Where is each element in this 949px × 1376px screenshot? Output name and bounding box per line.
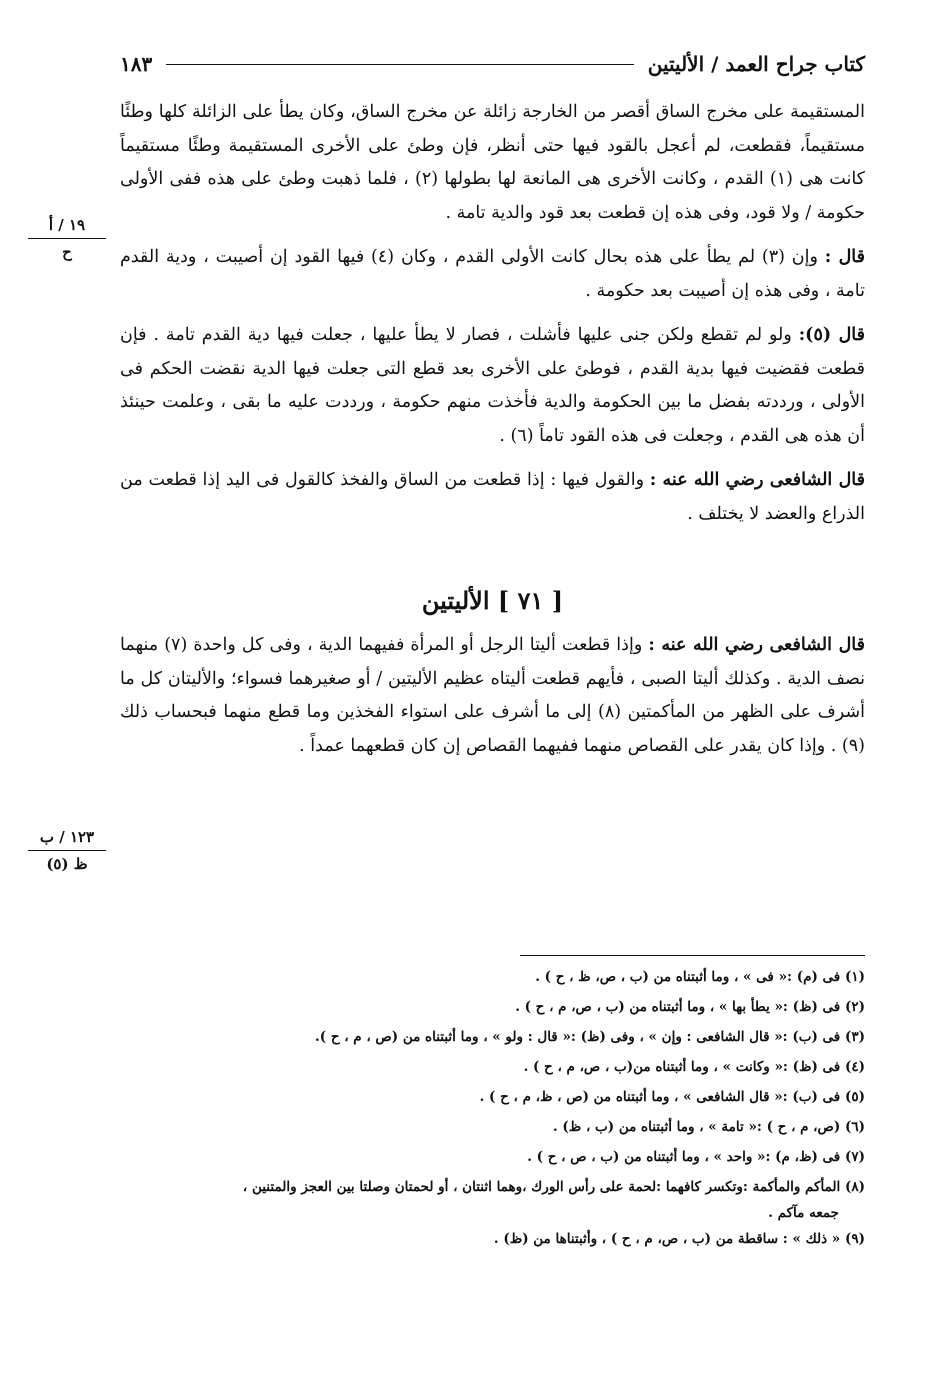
running-title: كتاب جراح العمد / الأليتين	[647, 52, 865, 76]
header-rule	[166, 64, 634, 65]
paragraph-lead: قال (٥):	[798, 325, 865, 345]
footnote-9: (٩) « ذلك » : ساقطة من (ب ، ص، م ، ح ) ، وأثبتناها من (ظ) .	[493, 1231, 865, 1247]
footnote-rule	[520, 955, 865, 956]
paragraph-shafii-1	[120, 464, 865, 531]
paragraph-lead: قال الشافعى رضي الله عنه :	[649, 470, 865, 490]
margin-note-2-bottom: ظ (٥)	[46, 855, 88, 873]
footnote-5: (٥) فى (ب) :« قال الشافعى » ، وما أثبتناه من (ص ، ظ، م ، ح ) .	[479, 1089, 865, 1105]
margin-note-1-bottom: ح	[62, 243, 72, 261]
paragraph-section	[120, 629, 865, 763]
footnote-8-continued: جمعه مآكم .	[768, 1205, 839, 1221]
section-heading: [ ٧١ ] الأليتين	[421, 586, 564, 615]
margin-note-2	[28, 826, 106, 875]
paragraph-qala-1	[120, 241, 865, 308]
footnote-8: (٨) المأكم والمأكمة :وتكسر كافهما :لحمة على رأس الورك ،وهما اثنتان ، أو لحمتان وصلتا بين العجز والمتنين ،	[242, 1179, 865, 1195]
footnotes	[120, 962, 865, 1254]
footnote-3: (٣) فى (ب) :« قال الشافعى : وإن » ، وفى (ظ) :« قال : ولو » ، وما أثبتناه من (ص ، م ، ح ).	[315, 1029, 865, 1045]
paragraph-text: ولو لم تقطع ولكن جنى عليها فأشلت ، فصار لا يطأ عليها ، جعلت فيها دية القدم تامة . فإن قطعت فقضيت فيها بدية القدم ، فوطئ على الأخرى بعد قطع التى جعلت فيها الدية نقضت الحكم فى الأولى ، ورددته بفضل ما بين الحكومة والدية فأخذت منهم حكومة ، ورددت عليه ما بقى ، وعلمت حينئذ أن هذه هى القدم ، وجعلت فى هذه القود تاماً (٦) .	[120, 325, 865, 446]
footnote-4: (٤) فى (ظ) :« وكانت » ، وما أثبتناه من(ب ، ص، م ، ح ) .	[523, 1059, 865, 1075]
margin-note-2-top: ١٢٣ / ب	[28, 826, 106, 851]
paragraph-text: وإذا قطعت أليتا الرجل أو المرأة ففيهما الدية ، وفى كل واحدة (٧) منهما نصف الدية . وكذلك أليتا الصبى ، فأيهم قطعت أليتاه عظيم الأليتين / أو صغيرهما فسواء؛ والأليتان كل ما أشرف على الظهر من المأكمتين (٨) إلى ما أشرف على استواء الفخذين وما قطع منهما فبحساب ذلك (٩) . وإذا كان يقدر على القصاص منهما ففيهما القصاص إن كان قطعهما عمداً .	[120, 635, 865, 756]
footnote-1: (١) فى (م) :« فى » ، وما أثبتناه من (ب ، ص، ظ ، ح ) .	[535, 969, 865, 985]
page-number: ١٨٣	[120, 52, 153, 76]
page-header	[120, 48, 865, 80]
paragraph-qala-2	[120, 319, 865, 453]
paragraph-lead: قال الشافعى رضي الله عنه :	[648, 635, 865, 655]
paragraph-text: والقول فيها : إذا قطعت من الساق والفخذ كالقول فى اليد إذا قطعت من الذراع والعضد لا يختلف .	[120, 470, 865, 524]
margin-note-1-top: ١٩ / أ	[28, 214, 106, 239]
paragraph-text: وإن (٣) لم يطأ على هذه بحال كانت الأولى القدم ، وكان (٤) فيها القود إن أصيبت ، ودية القدم تامة ، وفى هذه إن أصيبت بعد حكومة .	[120, 247, 865, 301]
main-text	[120, 96, 865, 763]
footnote-7: (٧) فى (ظ، م) :« واحد » ، وما أثبتناه من (ب ، ص ، ح ) .	[527, 1149, 865, 1165]
margin-note-1	[28, 214, 106, 263]
paragraph-lead: قال :	[824, 247, 866, 267]
footnote-6: (٦) (ص، م ، ح ) :« تامة » ، وما أثبتناه من (ب ، ظ) .	[553, 1119, 865, 1135]
footnote-2: (٢) فى (ظ) :« يطأ بها » ، وما أثبتناه من (ب ، ص، م ، ح ) .	[515, 999, 865, 1015]
paragraph-continuation: المستقيمة على مخرج الساق أقصر من الخارجة زائلة عن مخرج الساق، وكان يطأ على الزائلة كلها وطئًا مستقيماً، فقطعت، لم أعجل بالقود فيها حتى أنظر، فإن وطئ على الأخرى المستقيمة وطئًا مستقيماً كانت هى (١) القدم ، وكانت الأخرى هى المانعة لها بطولها (٢) ، فلما ذهبت وطئ على هذه ففى الأولى حكومة / ولا قود، وفى هذه إن قطعت بعد قود والدية تامة .	[120, 102, 865, 223]
